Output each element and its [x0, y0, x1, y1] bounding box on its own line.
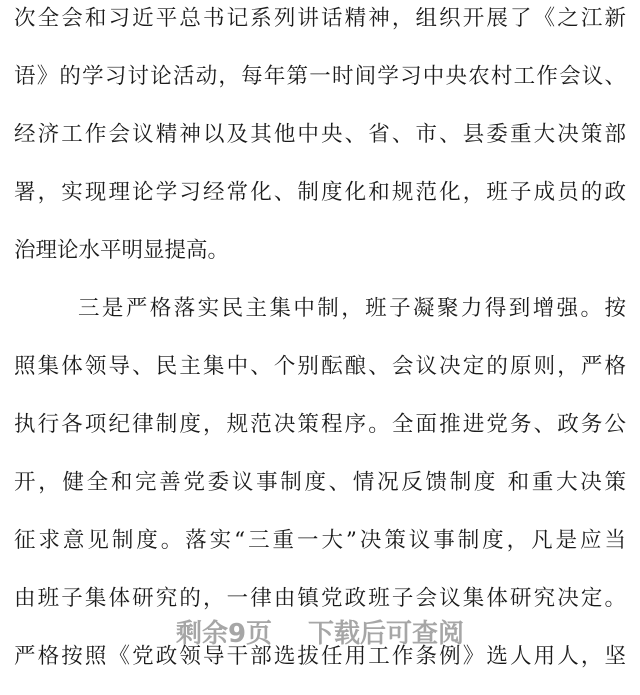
paragraph-line: 执行各项纪律制度，规范决策程序。全面推进党务、政务公	[14, 412, 626, 437]
paragraph-line: 三是严格落实民主集中制，班子凝聚力得到增强。按	[78, 296, 626, 321]
paragraph-line: 照集体领导、民主集中、个别酝酿、会议决定的原则，严格	[14, 354, 626, 379]
paragraph-line: 署，实现理论学习经常化、制度化和规范化，班子成员的政	[14, 180, 626, 205]
paragraph-line: 征求意见制度。落实“三重一大”决策议事制度，凡是应当	[14, 528, 626, 553]
paragraph-line: 严格按照《党政领导干部选拔任用工作条例》选人用人，坚	[14, 644, 626, 669]
paragraph-line: 由班子集体研究的，一律由镇党政班子会议集体研究决定。	[14, 586, 626, 611]
paragraph-line: 次全会和习近平总书记系列讲话精神，组织开展了《之江新	[14, 6, 626, 31]
remaining-pages-label: 剩余9页	[175, 619, 273, 649]
paragraph-line: 治理论水平明显提高。	[14, 238, 230, 263]
paragraph-line: 开，健全和完善党委议事制度、情况反馈制度 和重大决策	[14, 470, 626, 495]
paragraph-line: 经济工作会议精神以及其他中央、省、市、县委重大决策部	[14, 122, 626, 147]
download-prompt-banner[interactable]	[0, 612, 640, 656]
download-to-view-label: 下载后可查阅	[308, 619, 465, 649]
paragraph-line: 语》的学习讨论活动，每年第一时间学习中央农村工作会议、	[14, 64, 626, 89]
